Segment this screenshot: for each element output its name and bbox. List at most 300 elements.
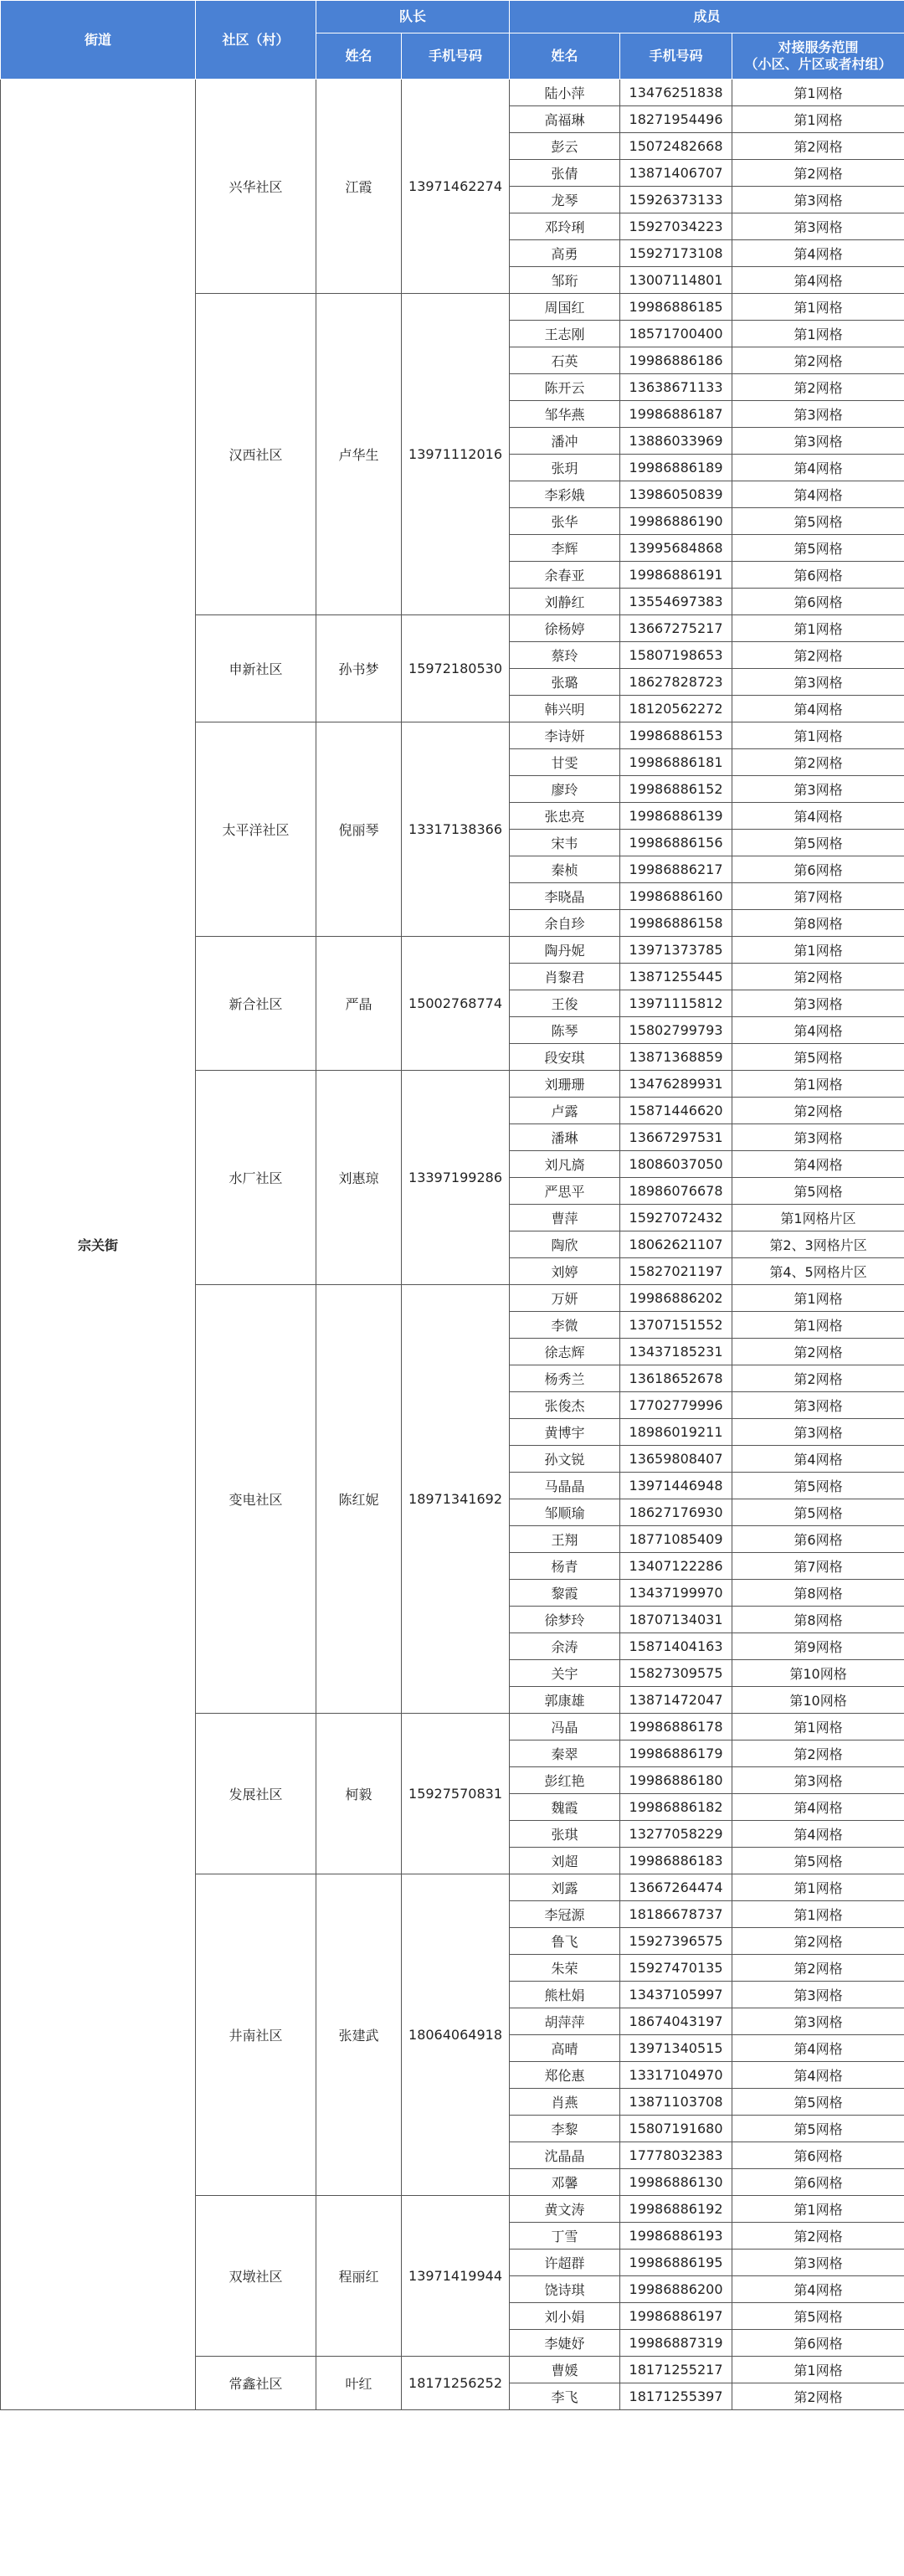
member-scope-cell: 第6网格 (732, 562, 904, 589)
member-scope-cell: 第3网格 (732, 428, 904, 455)
captain-phone-cell: 15002768774 (402, 937, 510, 1071)
member-scope-cell: 第2网格 (732, 964, 904, 990)
member-phone-cell: 19986886187 (620, 401, 732, 428)
captain-name-cell: 柯毅 (316, 1714, 402, 1874)
member-name-cell: 邹顺瑜 (510, 1499, 620, 1526)
member-scope-cell: 第2网格 (732, 642, 904, 669)
member-scope-cell: 第3网格 (732, 1767, 904, 1794)
member-name-cell: 徐杨婷 (510, 615, 620, 642)
member-phone-cell: 18571700400 (620, 321, 732, 347)
member-scope-cell: 第1网格片区 (732, 1205, 904, 1231)
member-scope-cell: 第6网格 (732, 589, 904, 615)
member-phone-cell: 13871368859 (620, 1044, 732, 1071)
member-phone-cell: 13007114801 (620, 267, 732, 294)
member-phone-cell: 18171255397 (620, 2383, 732, 2410)
member-phone-cell: 15871446620 (620, 1098, 732, 1124)
header-captain: 队长 (316, 1, 510, 33)
member-scope-cell: 第1网格 (732, 1071, 904, 1098)
member-scope-cell: 第3网格 (732, 401, 904, 428)
member-name-cell: 沈晶晶 (510, 2142, 620, 2169)
member-scope-cell: 第4网格 (732, 1151, 904, 1178)
member-name-cell: 潘琳 (510, 1124, 620, 1151)
captain-name-cell: 陈红妮 (316, 1285, 402, 1714)
member-scope-cell: 第2网格 (732, 749, 904, 776)
member-name-cell: 李诗妍 (510, 722, 620, 749)
member-phone-cell: 19986886179 (620, 1740, 732, 1767)
member-phone-cell: 18986019211 (620, 1419, 732, 1446)
member-phone-cell: 19986886183 (620, 1848, 732, 1874)
member-scope-cell: 第6网格 (732, 2142, 904, 2169)
member-name-cell: 胡萍萍 (510, 2008, 620, 2035)
member-phone-cell: 18674043197 (620, 2008, 732, 2035)
member-name-cell: 廖玲 (510, 776, 620, 803)
member-scope-cell: 第7网格 (732, 883, 904, 910)
member-scope-cell: 第8网格 (732, 910, 904, 937)
member-scope-cell: 第3网格 (732, 669, 904, 696)
member-phone-cell: 13995684868 (620, 535, 732, 562)
captain-name-cell: 刘惠琼 (316, 1071, 402, 1285)
captain-name-cell: 程丽红 (316, 2196, 402, 2357)
member-phone-cell: 13618652678 (620, 1365, 732, 1392)
member-scope-cell: 第4网格 (732, 455, 904, 481)
captain-phone-cell: 13971462274 (402, 80, 510, 294)
community-name-cell: 兴华社区 (196, 80, 316, 294)
member-name-cell: 李微 (510, 1312, 620, 1339)
member-scope-cell: 第5网格 (732, 2303, 904, 2330)
header-community: 社区（村） (196, 1, 316, 80)
member-phone-cell: 13871255445 (620, 964, 732, 990)
member-phone-cell: 13971340515 (620, 2035, 732, 2062)
member-phone-cell: 18186678737 (620, 1901, 732, 1928)
member-name-cell: 熊杜娟 (510, 1982, 620, 2008)
member-name-cell: 陶欣 (510, 1231, 620, 1258)
member-scope-cell: 第2网格 (732, 374, 904, 401)
member-name-cell: 龙琴 (510, 187, 620, 213)
member-scope-cell: 第3网格 (732, 1419, 904, 1446)
member-name-cell: 刘婷 (510, 1258, 620, 1285)
community-name-cell: 发展社区 (196, 1714, 316, 1874)
member-name-cell: 许超群 (510, 2250, 620, 2276)
member-name-cell: 关宇 (510, 1660, 620, 1687)
member-phone-cell: 19986886153 (620, 722, 732, 749)
member-name-cell: 刘小娟 (510, 2303, 620, 2330)
member-phone-cell: 15927034223 (620, 213, 732, 240)
member-name-cell: 张璐 (510, 669, 620, 696)
captain-phone-cell: 15927570831 (402, 1714, 510, 1874)
member-scope-cell: 第4网格 (732, 2062, 904, 2089)
member-scope-cell: 第1网格 (732, 1312, 904, 1339)
member-scope-cell: 第1网格 (732, 294, 904, 321)
member-phone-cell: 13871103708 (620, 2089, 732, 2116)
member-phone-cell: 19986886193 (620, 2223, 732, 2250)
member-phone-cell: 19986886182 (620, 1794, 732, 1821)
member-phone-cell: 19986886195 (620, 2250, 732, 2276)
member-phone-cell: 19986887319 (620, 2330, 732, 2357)
member-name-cell: 刘珊珊 (510, 1071, 620, 1098)
member-phone-cell: 13317104970 (620, 2062, 732, 2089)
member-scope-cell: 第2网格 (732, 1098, 904, 1124)
member-scope-cell: 第6网格 (732, 2330, 904, 2357)
member-phone-cell: 18062621107 (620, 1231, 732, 1258)
member-phone-cell: 19986886156 (620, 830, 732, 856)
member-name-cell: 黎霞 (510, 1580, 620, 1607)
member-phone-cell: 19986886158 (620, 910, 732, 937)
member-name-cell: 张玥 (510, 455, 620, 481)
member-name-cell: 李黎 (510, 2116, 620, 2142)
member-phone-cell: 13971373785 (620, 937, 732, 964)
member-scope-cell: 第3网格 (732, 1124, 904, 1151)
member-phone-cell: 15807191680 (620, 2116, 732, 2142)
member-scope-cell: 第6网格 (732, 2169, 904, 2196)
member-name-cell: 郭康雄 (510, 1687, 620, 1714)
member-phone-cell: 13638671133 (620, 374, 732, 401)
member-scope-cell: 第10网格 (732, 1687, 904, 1714)
member-scope-cell: 第3网格 (732, 990, 904, 1017)
captain-phone-cell: 13971112016 (402, 294, 510, 615)
member-name-cell: 郑伦惠 (510, 2062, 620, 2089)
member-name-cell: 李辉 (510, 535, 620, 562)
member-name-cell: 万妍 (510, 1285, 620, 1312)
member-scope-cell: 第4网格 (732, 1446, 904, 1473)
header-members: 成员 (510, 1, 904, 33)
member-scope-cell: 第3网格 (732, 1392, 904, 1419)
street-cell: 宗关街 (1, 80, 196, 2410)
member-phone-cell: 17702779996 (620, 1392, 732, 1419)
member-name-cell: 王俊 (510, 990, 620, 1017)
header-scope-line1: 对接服务范围 (778, 39, 859, 55)
member-name-cell: 邹华燕 (510, 401, 620, 428)
member-phone-cell: 19986886190 (620, 508, 732, 535)
member-phone-cell: 15871404163 (620, 1633, 732, 1660)
member-phone-cell: 15827021197 (620, 1258, 732, 1285)
captain-phone-cell: 18171256252 (402, 2357, 510, 2410)
member-phone-cell: 13437185231 (620, 1339, 732, 1365)
member-phone-cell: 13971446948 (620, 1473, 732, 1499)
member-scope-cell: 第5网格 (732, 1848, 904, 1874)
captain-name-cell: 孙书梦 (316, 615, 402, 722)
member-phone-cell: 19986886178 (620, 1714, 732, 1740)
member-phone-cell: 13667264474 (620, 1874, 732, 1901)
member-phone-cell: 18171255217 (620, 2357, 732, 2383)
captain-name-cell: 张建武 (316, 1874, 402, 2196)
member-phone-cell: 13437105997 (620, 1982, 732, 2008)
member-phone-cell: 19986886200 (620, 2276, 732, 2303)
header-scope-line2: （小区、片区或者村组） (744, 56, 892, 72)
member-phone-cell: 15072482668 (620, 133, 732, 160)
member-scope-cell: 第5网格 (732, 1499, 904, 1526)
member-name-cell: 冯晶 (510, 1714, 620, 1740)
member-scope-cell: 第5网格 (732, 508, 904, 535)
member-phone-cell: 15807198653 (620, 642, 732, 669)
member-name-cell: 王翔 (510, 1526, 620, 1553)
member-phone-cell: 19986886202 (620, 1285, 732, 1312)
community-name-cell: 新合社区 (196, 937, 316, 1071)
member-scope-cell: 第2网格 (732, 347, 904, 374)
member-scope-cell: 第3网格 (732, 2250, 904, 2276)
member-name-cell: 陈琴 (510, 1017, 620, 1044)
header-street: 街道 (1, 1, 196, 80)
member-name-cell: 张忠亮 (510, 803, 620, 830)
member-scope-cell: 第4网格 (732, 696, 904, 722)
member-phone-cell: 15927173108 (620, 240, 732, 267)
member-phone-cell: 19986886139 (620, 803, 732, 830)
member-name-cell: 刘露 (510, 1874, 620, 1901)
member-scope-cell: 第3网格 (732, 187, 904, 213)
table-row (1, 80, 904, 106)
member-scope-cell: 第4网格 (732, 240, 904, 267)
member-scope-cell: 第1网格 (732, 2357, 904, 2383)
header-captain-phone: 手机号码 (402, 33, 510, 80)
member-phone-cell: 13871406707 (620, 160, 732, 187)
member-name-cell: 马晶晶 (510, 1473, 620, 1499)
member-name-cell: 黄博宇 (510, 1419, 620, 1446)
member-scope-cell: 第5网格 (732, 535, 904, 562)
captain-name-cell: 倪丽琴 (316, 722, 402, 937)
community-name-cell: 井南社区 (196, 1874, 316, 2196)
member-name-cell: 段安琪 (510, 1044, 620, 1071)
member-scope-cell: 第3网格 (732, 1982, 904, 2008)
member-scope-cell: 第2网格 (732, 1365, 904, 1392)
member-scope-cell: 第2网格 (732, 1339, 904, 1365)
member-name-cell: 余春亚 (510, 562, 620, 589)
member-scope-cell: 第1网格 (732, 321, 904, 347)
member-scope-cell: 第1网格 (732, 1714, 904, 1740)
community-name-cell: 常鑫社区 (196, 2357, 316, 2410)
member-phone-cell: 15926373133 (620, 187, 732, 213)
member-scope-cell: 第2网格 (732, 1740, 904, 1767)
header-captain-name: 姓名 (316, 33, 402, 80)
community-name-cell: 申新社区 (196, 615, 316, 722)
member-name-cell: 宋韦 (510, 830, 620, 856)
captain-name-cell: 卢华生 (316, 294, 402, 615)
member-scope-cell: 第4网格 (732, 2276, 904, 2303)
member-scope-cell: 第4网格 (732, 1017, 904, 1044)
captain-name-cell: 江霞 (316, 80, 402, 294)
member-phone-cell: 13971115812 (620, 990, 732, 1017)
member-name-cell: 余涛 (510, 1633, 620, 1660)
header-member-name: 姓名 (510, 33, 620, 80)
captain-phone-cell: 18971341692 (402, 1285, 510, 1714)
member-phone-cell: 18707134031 (620, 1607, 732, 1633)
member-name-cell: 饶诗琪 (510, 2276, 620, 2303)
member-phone-cell: 15927072432 (620, 1205, 732, 1231)
member-name-cell: 石英 (510, 347, 620, 374)
member-name-cell: 朱荣 (510, 1955, 620, 1982)
member-scope-cell: 第4、5网格片区 (732, 1258, 904, 1285)
member-phone-cell: 13659808407 (620, 1446, 732, 1473)
member-name-cell: 邓馨 (510, 2169, 620, 2196)
community-name-cell: 水厂社区 (196, 1071, 316, 1285)
member-name-cell: 李晓晶 (510, 883, 620, 910)
member-phone-cell: 15927396575 (620, 1928, 732, 1955)
member-name-cell: 蔡玲 (510, 642, 620, 669)
member-scope-cell: 第4网格 (732, 1794, 904, 1821)
member-scope-cell: 第1网格 (732, 80, 904, 106)
member-scope-cell: 第2网格 (732, 160, 904, 187)
member-scope-cell: 第2、3网格片区 (732, 1231, 904, 1258)
member-scope-cell: 第2网格 (732, 2383, 904, 2410)
table-header (1, 1, 904, 80)
member-name-cell: 李冠源 (510, 1901, 620, 1928)
member-phone-cell: 18086037050 (620, 1151, 732, 1178)
community-name-cell: 太平洋社区 (196, 722, 316, 937)
member-phone-cell: 18120562272 (620, 696, 732, 722)
member-name-cell: 刘超 (510, 1848, 620, 1874)
member-phone-cell: 15827309575 (620, 1660, 732, 1687)
member-name-cell: 孙文锐 (510, 1446, 620, 1473)
member-scope-cell: 第10网格 (732, 1660, 904, 1687)
member-name-cell: 甘雯 (510, 749, 620, 776)
member-scope-cell: 第1网格 (732, 1901, 904, 1928)
member-name-cell: 卢露 (510, 1098, 620, 1124)
captain-phone-cell: 18064064918 (402, 1874, 510, 2196)
member-scope-cell: 第4网格 (732, 803, 904, 830)
member-phone-cell: 19986886130 (620, 2169, 732, 2196)
captain-phone-cell: 15972180530 (402, 615, 510, 722)
member-name-cell: 严思平 (510, 1178, 620, 1205)
member-name-cell: 高勇 (510, 240, 620, 267)
member-name-cell: 张倩 (510, 160, 620, 187)
member-scope-cell: 第5网格 (732, 2089, 904, 2116)
member-scope-cell: 第2网格 (732, 1928, 904, 1955)
header-member-phone: 手机号码 (620, 33, 732, 80)
member-phone-cell: 13476289931 (620, 1071, 732, 1098)
member-name-cell: 张华 (510, 508, 620, 535)
member-name-cell: 肖燕 (510, 2089, 620, 2116)
member-name-cell: 余自珍 (510, 910, 620, 937)
member-scope-cell: 第3网格 (732, 213, 904, 240)
captain-phone-cell: 13971419944 (402, 2196, 510, 2357)
member-phone-cell: 19986886152 (620, 776, 732, 803)
member-phone-cell: 19986886192 (620, 2196, 732, 2223)
member-scope-cell: 第2网格 (732, 1955, 904, 1982)
member-phone-cell: 19986886180 (620, 1767, 732, 1794)
member-phone-cell: 19986886191 (620, 562, 732, 589)
member-phone-cell: 13407122286 (620, 1553, 732, 1580)
member-scope-cell: 第6网格 (732, 856, 904, 883)
member-name-cell: 李飞 (510, 2383, 620, 2410)
member-phone-cell: 13667297531 (620, 1124, 732, 1151)
member-name-cell: 周国红 (510, 294, 620, 321)
member-scope-cell: 第3网格 (732, 2008, 904, 2035)
member-name-cell: 杨秀兰 (510, 1365, 620, 1392)
member-phone-cell: 15802799793 (620, 1017, 732, 1044)
member-name-cell: 刘静红 (510, 589, 620, 615)
member-name-cell: 曹萍 (510, 1205, 620, 1231)
member-scope-cell: 第7网格 (732, 1553, 904, 1580)
member-name-cell: 李彩娥 (510, 481, 620, 508)
member-scope-cell: 第4网格 (732, 1821, 904, 1848)
member-phone-cell: 19986886197 (620, 2303, 732, 2330)
member-name-cell: 邹珩 (510, 267, 620, 294)
member-phone-cell: 13871472047 (620, 1687, 732, 1714)
captain-phone-cell: 13397199286 (402, 1071, 510, 1285)
table-body (1, 80, 904, 2410)
member-name-cell: 刘凡旖 (510, 1151, 620, 1178)
member-name-cell: 徐志辉 (510, 1339, 620, 1365)
member-scope-cell: 第1网格 (732, 106, 904, 133)
member-phone-cell: 19986886186 (620, 347, 732, 374)
member-name-cell: 高福琳 (510, 106, 620, 133)
member-name-cell: 陈开云 (510, 374, 620, 401)
member-phone-cell: 19986886189 (620, 455, 732, 481)
member-scope-cell: 第9网格 (732, 1633, 904, 1660)
member-name-cell: 彭红艳 (510, 1767, 620, 1794)
captain-name-cell: 严晶 (316, 937, 402, 1071)
member-phone-cell: 13437199970 (620, 1580, 732, 1607)
member-phone-cell: 18771085409 (620, 1526, 732, 1553)
member-scope-cell: 第1网格 (732, 2196, 904, 2223)
member-scope-cell: 第4网格 (732, 481, 904, 508)
member-phone-cell: 13554697383 (620, 589, 732, 615)
member-name-cell: 鲁飞 (510, 1928, 620, 1955)
community-name-cell: 双墩社区 (196, 2196, 316, 2357)
member-name-cell: 彭云 (510, 133, 620, 160)
member-name-cell: 张琪 (510, 1821, 620, 1848)
member-name-cell: 肖黎君 (510, 964, 620, 990)
member-phone-cell: 19986886185 (620, 294, 732, 321)
community-name-cell: 变电社区 (196, 1285, 316, 1714)
member-phone-cell: 18986076678 (620, 1178, 732, 1205)
member-scope-cell: 第5网格 (732, 1044, 904, 1071)
member-name-cell: 张俊杰 (510, 1392, 620, 1419)
member-name-cell: 李婕妤 (510, 2330, 620, 2357)
member-scope-cell: 第6网格 (732, 1526, 904, 1553)
member-scope-cell: 第1网格 (732, 1874, 904, 1901)
member-phone-cell: 19986886217 (620, 856, 732, 883)
member-name-cell: 丁雪 (510, 2223, 620, 2250)
community-name-cell: 汉西社区 (196, 294, 316, 615)
member-name-cell: 魏霞 (510, 1794, 620, 1821)
member-phone-cell: 19986886160 (620, 883, 732, 910)
member-phone-cell: 13986050839 (620, 481, 732, 508)
member-phone-cell: 19986886181 (620, 749, 732, 776)
member-name-cell: 杨青 (510, 1553, 620, 1580)
member-name-cell: 潘冲 (510, 428, 620, 455)
member-name-cell: 黄文涛 (510, 2196, 620, 2223)
member-scope-cell: 第5网格 (732, 2116, 904, 2142)
member-scope-cell: 第1网格 (732, 722, 904, 749)
member-scope-cell: 第3网格 (732, 776, 904, 803)
member-phone-cell: 17778032383 (620, 2142, 732, 2169)
member-name-cell: 曹媛 (510, 2357, 620, 2383)
member-scope-cell: 第8网格 (732, 1580, 904, 1607)
member-scope-cell: 第2网格 (732, 133, 904, 160)
member-phone-cell: 13277058229 (620, 1821, 732, 1848)
member-name-cell: 徐梦玲 (510, 1607, 620, 1633)
captain-phone-cell: 13317138366 (402, 722, 510, 937)
member-name-cell: 陆小萍 (510, 80, 620, 106)
member-name-cell: 高晴 (510, 2035, 620, 2062)
member-phone-cell: 18271954496 (620, 106, 732, 133)
member-scope-cell: 第1网格 (732, 937, 904, 964)
member-phone-cell: 13476251838 (620, 80, 732, 106)
member-scope-cell: 第5网格 (732, 1178, 904, 1205)
member-phone-cell: 13886033969 (620, 428, 732, 455)
member-scope-cell: 第4网格 (732, 267, 904, 294)
member-scope-cell: 第5网格 (732, 1473, 904, 1499)
member-scope-cell: 第2网格 (732, 2223, 904, 2250)
member-name-cell: 王志刚 (510, 321, 620, 347)
member-name-cell: 韩兴明 (510, 696, 620, 722)
member-phone-cell: 18627828723 (620, 669, 732, 696)
member-scope-cell: 第1网格 (732, 615, 904, 642)
header-service-scope (732, 33, 904, 80)
member-phone-cell: 13707151552 (620, 1312, 732, 1339)
member-scope-cell: 第5网格 (732, 830, 904, 856)
member-name-cell: 秦桢 (510, 856, 620, 883)
member-name-cell: 陶丹妮 (510, 937, 620, 964)
